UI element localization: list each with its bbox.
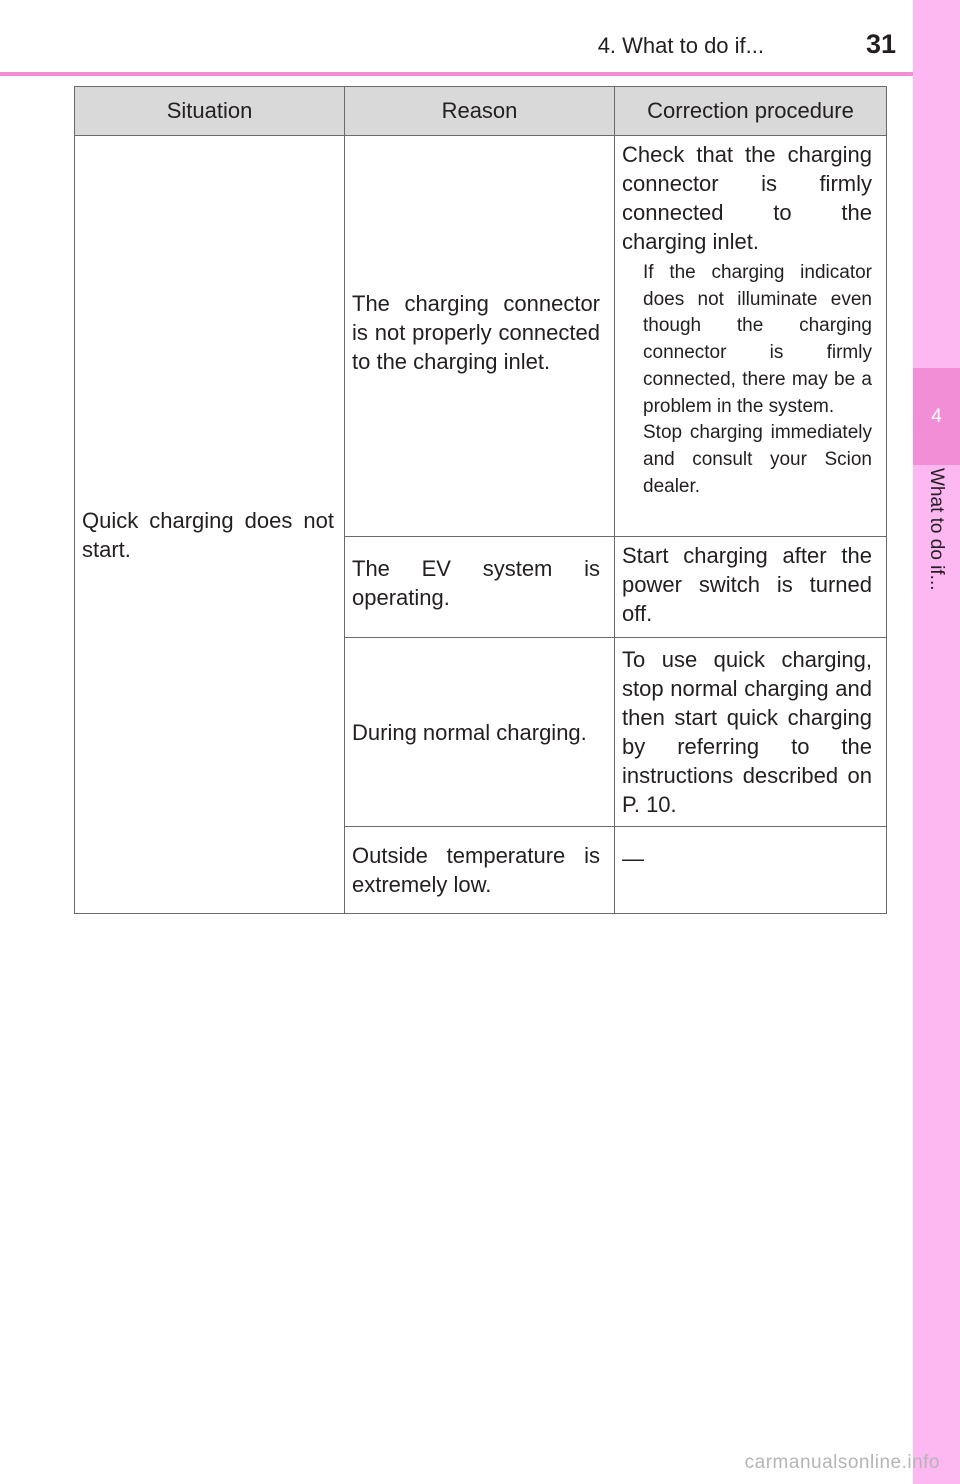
- correction-cell: [615, 638, 887, 827]
- troubleshooting-table: [74, 86, 887, 914]
- situation-text: Quick charging does not start.: [82, 507, 334, 562]
- note-text: Stop charging immediately and consult your Scion dealer.: [643, 422, 872, 497]
- section-title: 4. What to do if...: [597, 33, 764, 58]
- correction-note: [622, 260, 872, 500]
- column-header-situation: Situation: [75, 87, 345, 136]
- em-dash: —: [622, 846, 644, 872]
- chapter-title-vertical: What to do if...: [926, 468, 947, 591]
- reason-cell: [345, 136, 615, 537]
- reason-cell: [345, 638, 615, 827]
- correction-text: To use quick charging, stop normal charging and then start quick charging by referring to the instructions described on P. 10.: [622, 647, 872, 817]
- header-divider: [0, 72, 913, 76]
- correction-text: Start charging after the power switch is turned off.: [622, 542, 872, 626]
- column-header-reason: Reason: [345, 87, 615, 136]
- chapter-number-tab: 4: [913, 368, 960, 465]
- note-text: If the charging indicator does not illuminate even though the charging connector is firmly connected, there may be a problem in the system.: [643, 262, 872, 417]
- reason-text: The charging connector is not properly connected to the charging inlet.: [352, 290, 600, 374]
- reason-cell: [345, 537, 615, 638]
- correction-cell: [615, 537, 887, 638]
- situation-cell: [75, 136, 345, 914]
- table-row: [75, 136, 887, 537]
- reason-text: During normal charging.: [352, 719, 587, 745]
- correction-text: Check that the charging connector is firmly connected to the charging inlet.: [622, 142, 872, 254]
- table-header-row: [75, 87, 887, 136]
- watermark: carmanualsonline.info: [744, 1452, 940, 1473]
- reason-text: Outside temperature is extremely low.: [352, 843, 600, 897]
- correction-cell: [615, 827, 887, 914]
- correction-cell: [615, 136, 887, 537]
- reason-text: The EV system is operating.: [352, 556, 600, 610]
- page-number: 31: [865, 29, 896, 59]
- column-header-correction: Correction procedure: [615, 87, 887, 136]
- reason-cell: [345, 827, 615, 914]
- chapter-side-tab: [913, 0, 960, 1484]
